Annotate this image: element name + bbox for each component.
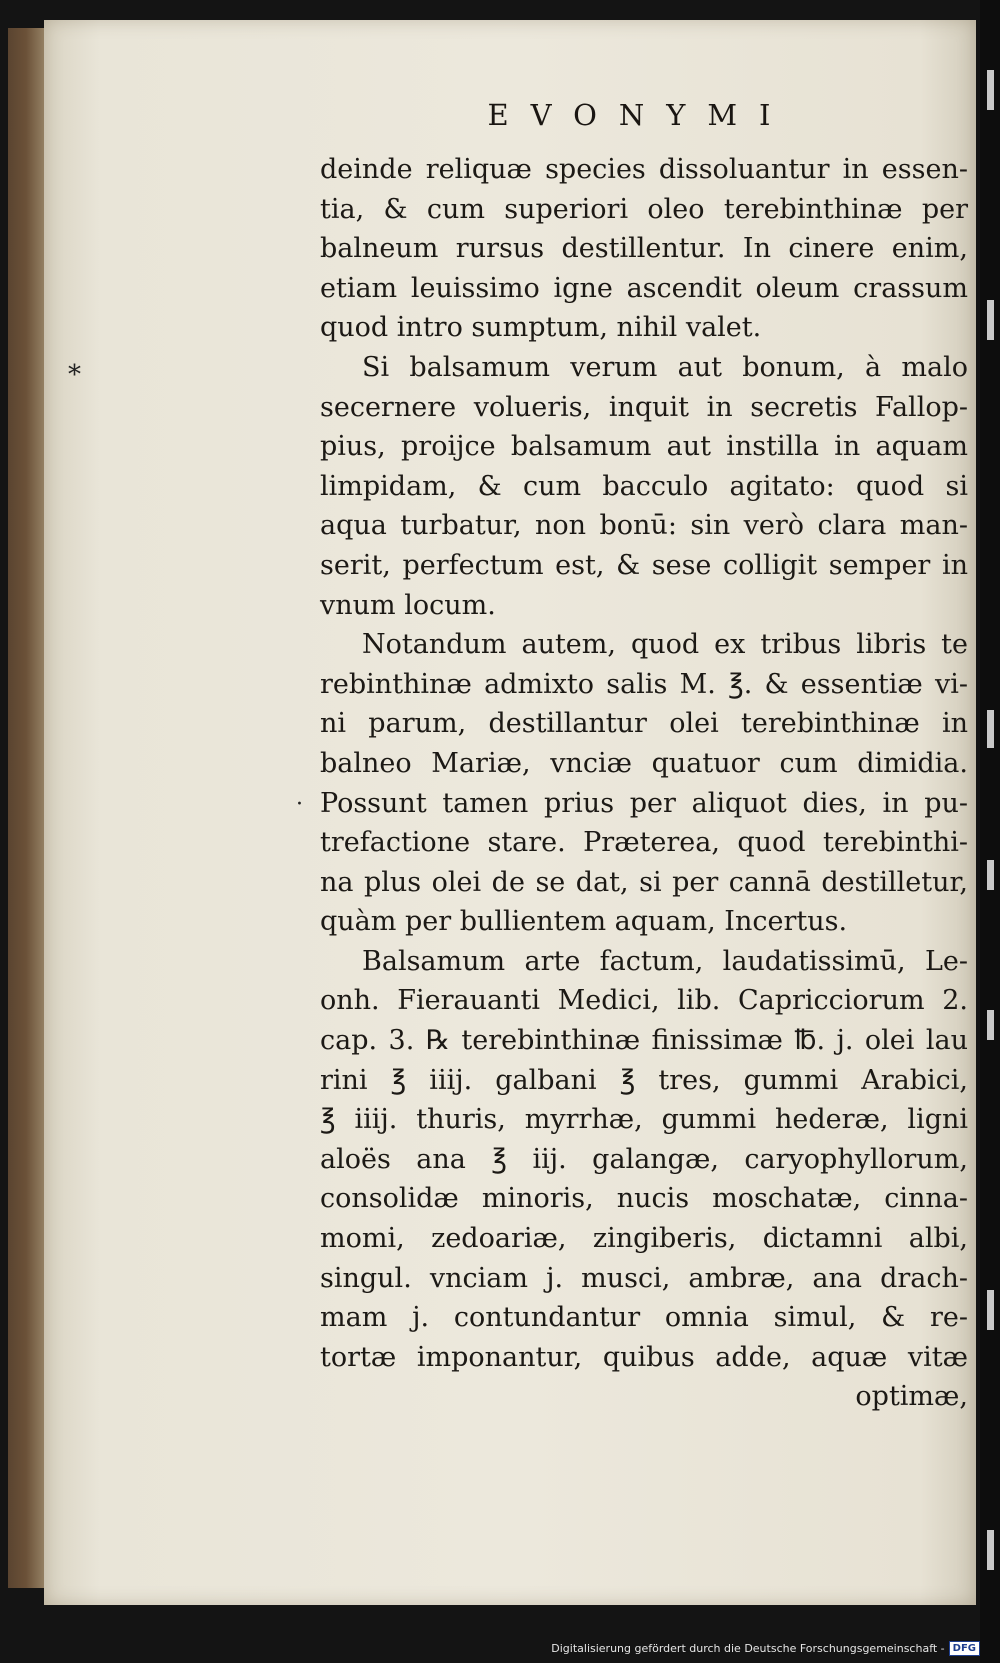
text-line: ℥ iiij. thuris, myrrhæ, gummi hederæ, ligni [320,1104,968,1136]
text-line: balneum rursus destillentur. In cinere enim, [320,233,968,265]
catchword: optimæ, [855,1381,968,1413]
ruler-tick [987,300,994,340]
ruler-tick [987,1530,994,1570]
text-line: etiam leuissimo igne ascendit oleum crassum [320,272,968,304]
text-line: limpidam, & cum bacculo agitato: quod si [320,470,968,502]
text-line: rini ℥ iiij. galbani ℥ tres, gummi Arabici, [320,1064,968,1096]
margin-asterisk: * [68,360,81,390]
text-line: pius, proijce balsamum aut instilla in aquam [320,431,968,463]
text-line: trefactione stare. Præterea, quod terebinthi- [320,827,968,859]
text-line: cap. 3. ℞ terebinthinæ finissimæ ℔. j. olei lau [320,1025,968,1057]
text-block [320,150,968,1417]
margin-dot: · [296,792,303,817]
text-line: singul. vnciam j. musci, ambræ, ana drach- [320,1262,968,1294]
text-line: tia, & cum superiori oleo terebinthinæ per [320,193,968,225]
text-line: Possunt tamen prius per aliquot dies, in pu- [320,787,968,819]
credit-text: Digitalisierung gefördert durch die Deutsche Forschungsgemeinschaft - [551,1641,945,1655]
text-line: consolidæ minoris, nucis moschatæ, cinna- [320,1183,968,1215]
paragraph-start-line: Notandum autem, quod ex tribus libris te [362,629,968,661]
paragraph-start-line: Si balsamum verum aut bonum, à malo [362,351,968,383]
ruler-tick [987,1290,994,1330]
text-line: balneo Mariæ, vnciæ quatuor cum dimidia. [320,747,968,779]
dfg-logo: DFG [949,1641,980,1656]
text-line: mam j. contundantur omnia simul, & re- [320,1302,968,1334]
text-line: momi, zedoariæ, zingiberis, dictamni albi, [320,1223,968,1255]
text-line: quod intro sumptum, nihil valet. [320,312,762,344]
text-line: aloës ana ℥ iij. galangæ, caryophyllorum, [320,1143,968,1175]
paragraph-start-line: Balsamum arte factum, laudatissimū, Le- [362,945,968,977]
text-line: onh. Fierauanti Medici, lib. Capricciorum 2. [320,985,968,1017]
ruler-tick [987,70,994,110]
ruler-tick [987,1010,994,1040]
text-line: na plus olei de se dat, si per cannā destilletur, [320,866,968,898]
text-line: quàm per bullientem aquam, Incertus. [320,906,848,938]
ruler-tick [987,710,994,748]
text-line: tortæ imponantur, quibus adde, aquæ vitæ [320,1341,968,1373]
scan-ruler-strip [980,0,1000,1663]
text-line: vnum locum. [320,589,496,621]
text-line: serit, perfectum est, & sese colligit semper in [320,549,968,581]
text-line: ni parum, destillantur olei terebinthinæ in [320,708,968,740]
text-line: secernere volueris, inquit in secretis Fallop- [320,391,968,423]
text-line: aqua turbatur, non bonū: sin verò clara man- [320,510,968,542]
text-line: deinde reliquæ species dissoluantur in essen- [320,154,968,185]
running-head: EVONYMI [487,98,793,132]
ruler-tick [987,860,994,890]
digitization-credit [551,1639,980,1657]
book-spine-edge [8,28,48,1588]
text-line: rebinthinæ admixto salis M. ℥. & essentiæ vi- [320,668,968,700]
